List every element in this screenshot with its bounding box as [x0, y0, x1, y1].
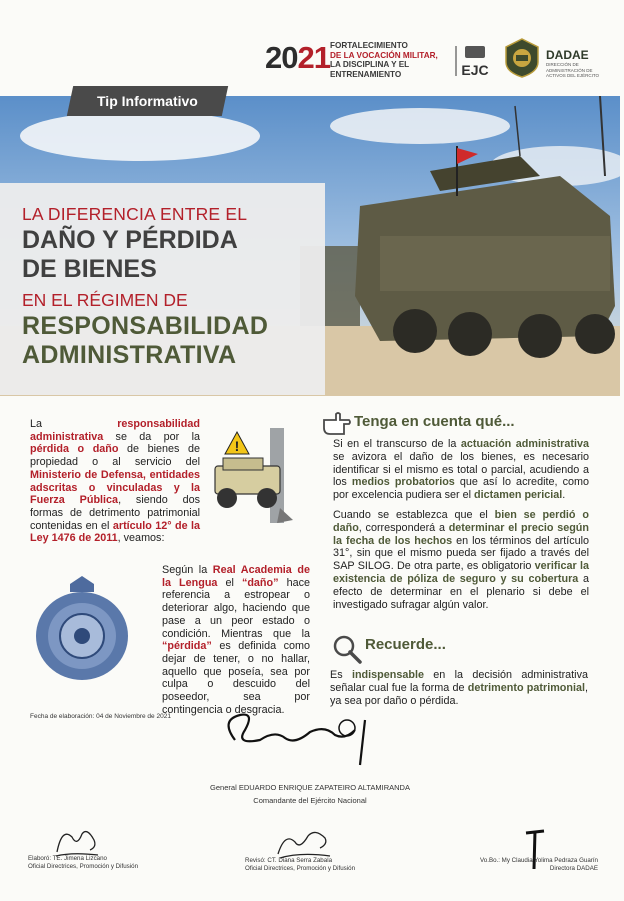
fecha-elaboracion: Fecha de elaboración: 04 de Noviembre de 2021 [30, 713, 171, 720]
magnifier-icon [332, 634, 362, 664]
title-line-2-3: DAÑO Y PÉRDIDA DE BIENES [22, 226, 238, 283]
title-line-4: EN EL RÉGIMEN DE [22, 290, 188, 310]
svg-text:!: ! [234, 438, 240, 454]
reviso-block: Revisó: CT. Diana Serra Zabala Oficial Directrices, Promoción y Difusión [245, 857, 356, 872]
pointing-hand-icon [322, 410, 352, 436]
rae-definition-paragraph: Según la Real Academia de la Lengua el “daño” hace referencia a estropear o deteriorar algo, haciendo que pase a un peor estado o condición. Mientras que la “pérdida” es definida como dejar de tener, o no hallar, aquello que poseía, sea por culpa o descuido del poseedor, sea por contingencia o desgracia. [162, 564, 310, 716]
recuerde-heading: Recuerde... [365, 636, 446, 653]
real-academia-seal-icon [32, 574, 132, 682]
dadae-logo-text: DADAE [546, 48, 589, 62]
recuerde-text: Es indispensable en la decisión administrativa señalar cual fue la forma de detrimento patrimonial, ya sea por daño o pérdida. [330, 669, 588, 707]
tenga-en-cuenta-heading: Tenga en cuenta qué... [354, 413, 515, 430]
title-line-5-6: RESPONSABILIDAD ADMINISTRATIVA [22, 312, 269, 369]
dadae-subtitle: DIRECCIÓN DE ADMINISTRACIÓN DE ACTIVOS DEL EJÉRCITO [546, 62, 600, 78]
general-name: General EDUARDO ENRIQUE ZAPATEIRO ALTAMIRANDA [210, 783, 410, 792]
reviso-signature [270, 822, 335, 862]
general-signature [215, 700, 380, 770]
dadae-shield-icon [505, 38, 539, 78]
tenga-en-cuenta-text: Si en el transcurso de la actuación administrativa se avizora el daño de los bienes, es necesario identificar si el mismo es total o parcial, acudiendo a los medios probatorios que así lo acredite, como por excelencia pudiera ser el dictamen pericial. Cuando se establezca que el bien se perdió o daño, corresponderá a determinar el precio según la fecha de los hechos en los términos del artículo 31°, sin que el mismo pueda ser fijado a través del SAP SILOG. De otra parte, es obligatorio verificar la existencia de póliza de seguro y su cobertura a efecto de determinar en el plenario si debe el investigado sufragar algún valor. [333, 438, 589, 611]
intro-paragraph: La responsabilidad administrativa se da por la pérdida o daño de bienes de propiedad o al servicio del Ministerio de Defensa, entidades adscritas o vinculadas y la Fuerza Pública, siendo dos formas de detrimento patrimonial contenidas en el artículo 12° de la Ley 1476 de 2011, veamos: [30, 418, 200, 545]
general-title: Comandante del Ejército Nacional [253, 796, 367, 805]
svg-text:EJC: EJC [461, 62, 489, 78]
campaign-slogan: FORTALECIMIENTO DE LA VOCACIÓN MILITAR, LA DISCIPLINA Y EL ENTRENAMIENTO [330, 41, 438, 79]
damaged-vehicle-icon [205, 428, 310, 528]
elaboro-block: Elaboró: TE. Jimena Lizcano Oficial Directrices, Promoción y Difusión [28, 855, 139, 870]
vobo-block: Vo.Bo.: My Claudia Yolima Pedraza Guarín Directora DADAE [480, 857, 598, 872]
tip-informativo-badge: Tip Informativo [67, 86, 228, 116]
title-line-1: LA DIFERENCIA ENTRE EL [22, 204, 248, 224]
campaign-year: 2021 [265, 40, 330, 75]
ejc-logo-icon [455, 44, 495, 78]
